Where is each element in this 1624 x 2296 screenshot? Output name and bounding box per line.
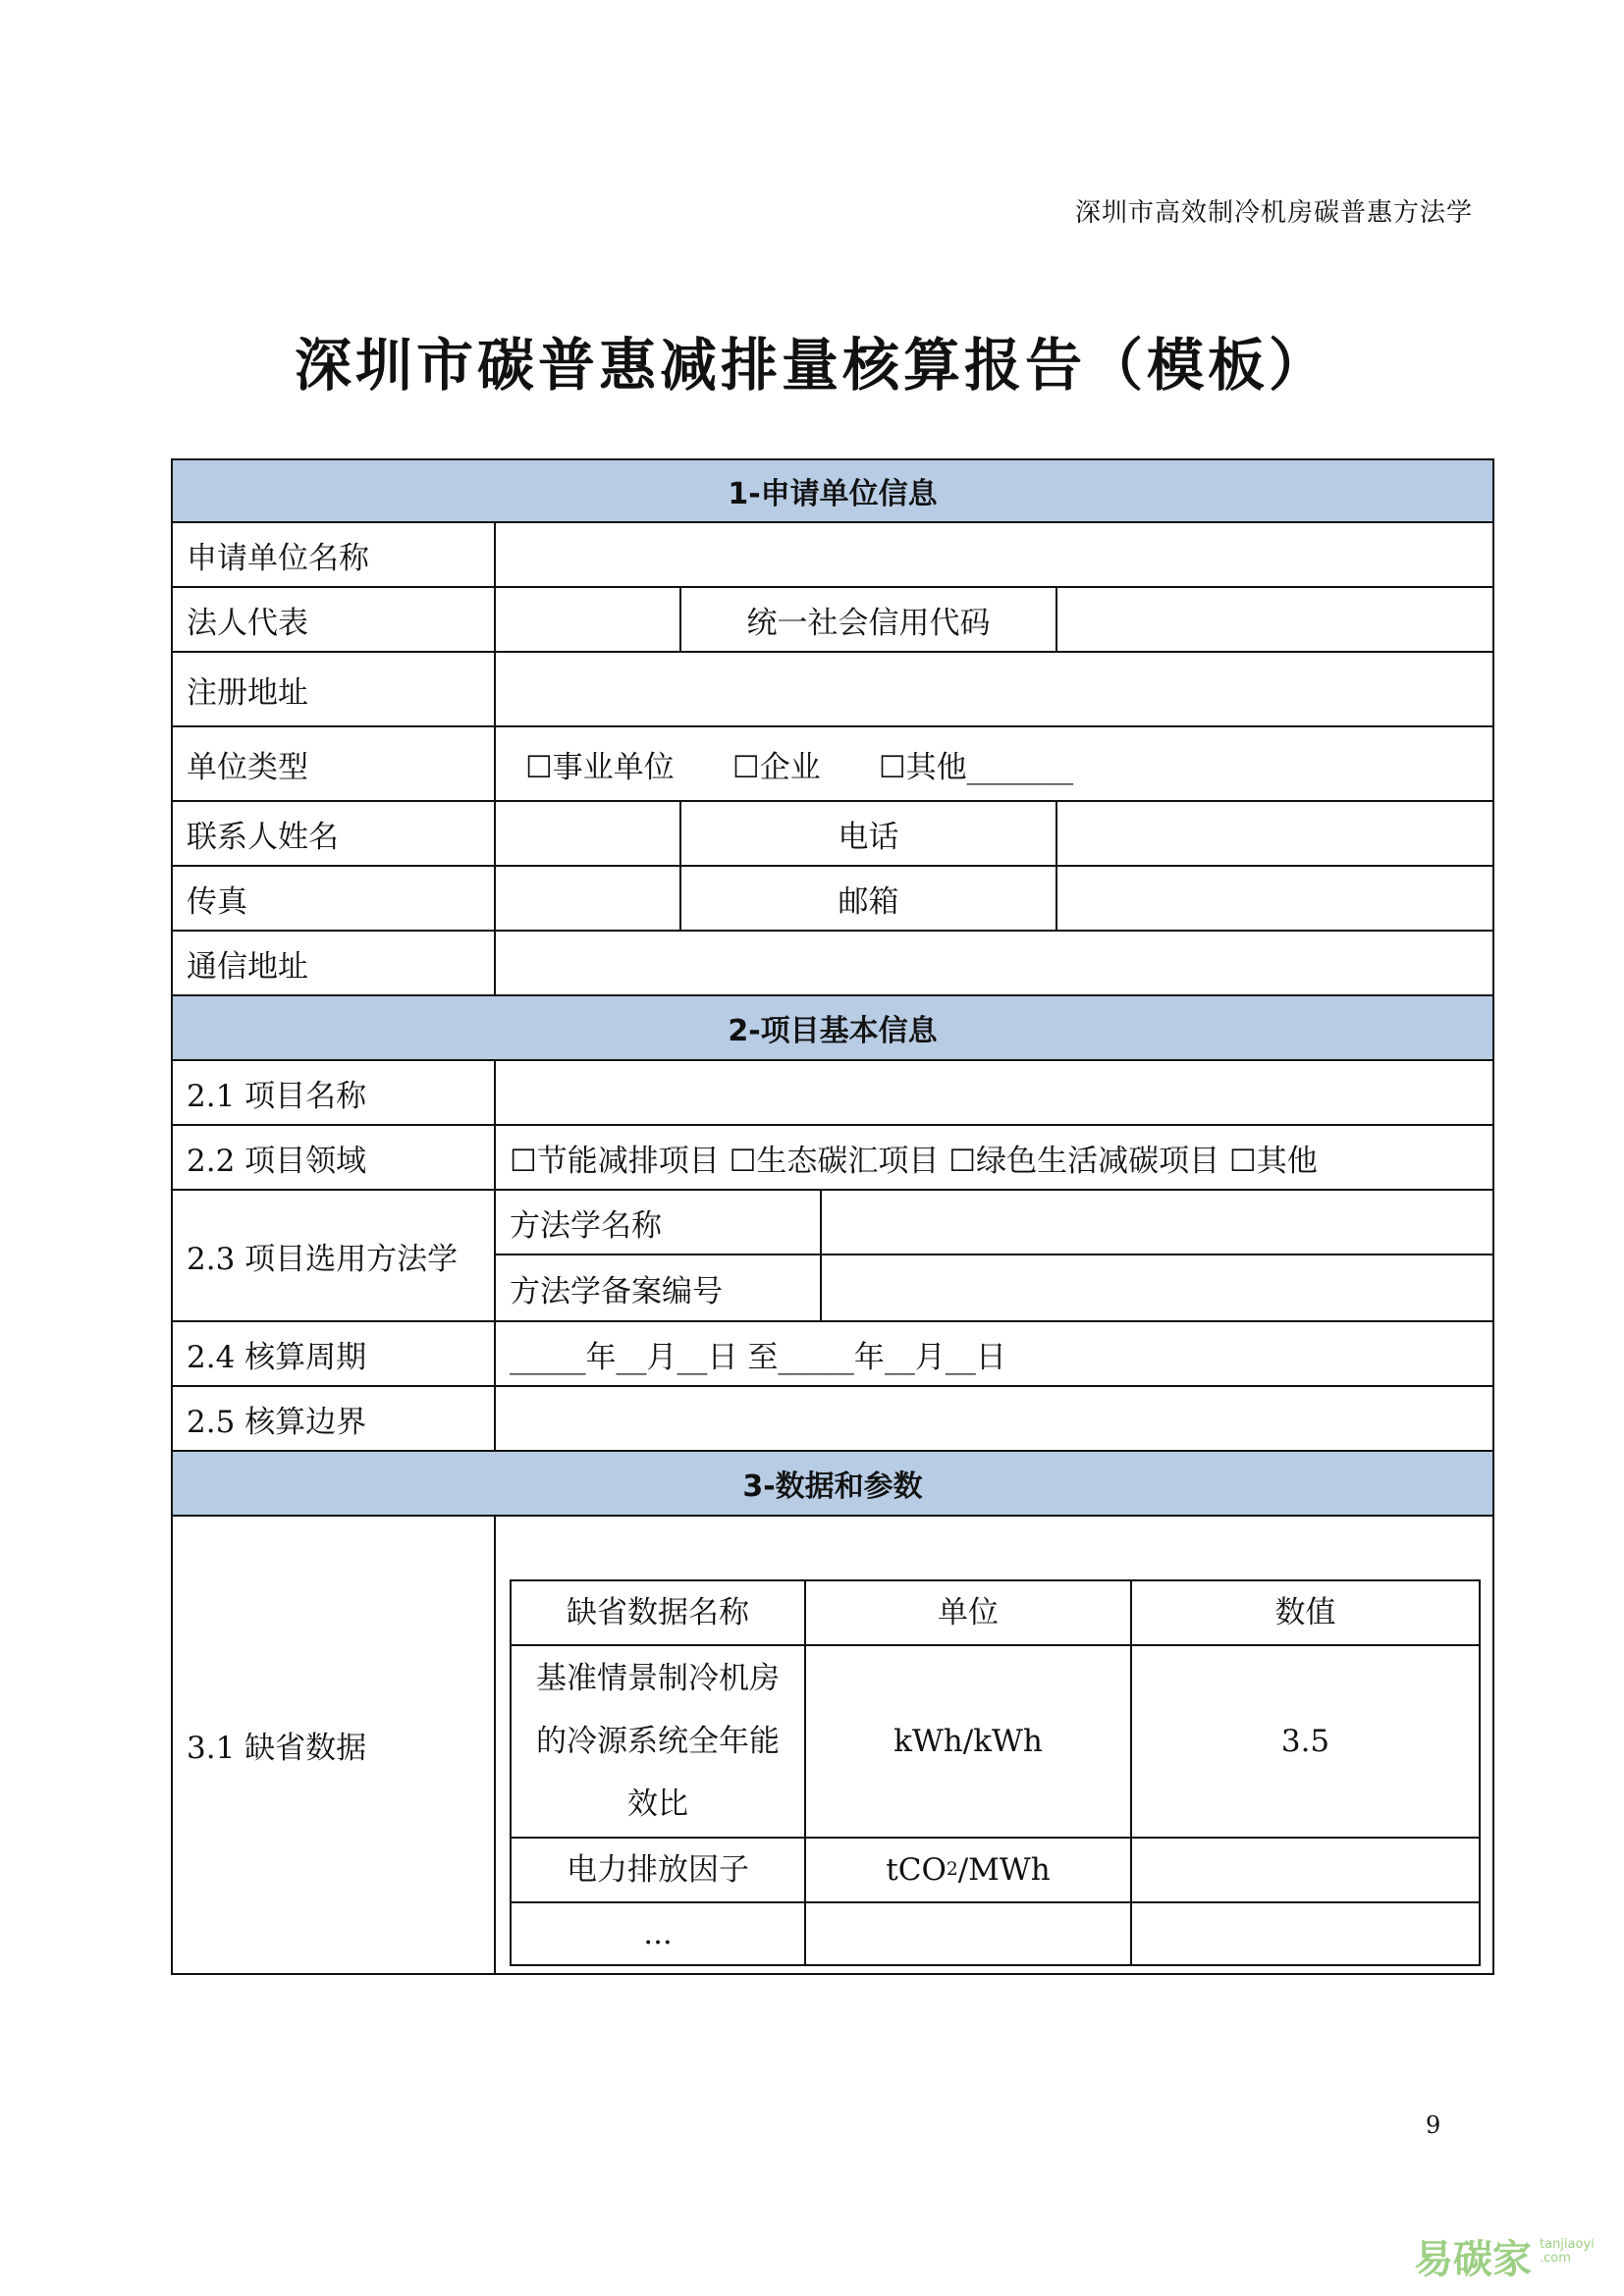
unit-type-label: 单位类型 bbox=[171, 725, 496, 802]
td-row1-value: 3.5 bbox=[1130, 1644, 1481, 1839]
project-name-label: 2.1 项目名称 bbox=[171, 1059, 496, 1126]
unit-subscript: 2 bbox=[946, 1859, 958, 1880]
period-label: 2.4 核算周期 bbox=[171, 1320, 496, 1387]
td-row1-name: 基准情景制冷机房的冷源系统全年能效比 bbox=[510, 1644, 806, 1839]
email-field[interactable] bbox=[1056, 865, 1494, 932]
section1-heading: 1-申请单位信息 bbox=[171, 458, 1494, 523]
mail-address-field[interactable] bbox=[494, 930, 1494, 996]
section3-heading: 3-数据和参数 bbox=[171, 1450, 1494, 1517]
td-row3-value bbox=[1130, 1901, 1481, 1966]
td-row2-value bbox=[1130, 1837, 1481, 1903]
legal-rep-label: 法人代表 bbox=[171, 586, 496, 653]
phone-field[interactable] bbox=[1056, 800, 1494, 867]
watermark-domain-top: tanjiaoyi bbox=[1540, 2237, 1595, 2252]
project-name-field[interactable] bbox=[494, 1059, 1494, 1126]
td-row3-unit bbox=[804, 1901, 1132, 1966]
watermark-domain-bottom: .com bbox=[1540, 2251, 1571, 2266]
applicant-name-label: 申请单位名称 bbox=[171, 521, 496, 588]
report-form bbox=[171, 458, 1494, 1975]
reg-address-label: 注册地址 bbox=[171, 651, 496, 727]
section2-heading: 2-项目基本信息 bbox=[171, 994, 1494, 1061]
methodology-name-label: 方法学名称 bbox=[494, 1189, 822, 1255]
methodology-number-label: 方法学备案编号 bbox=[494, 1254, 822, 1322]
fax-label: 传真 bbox=[171, 865, 496, 932]
th-data-name: 缺省数据名称 bbox=[510, 1579, 806, 1646]
th-unit: 单位 bbox=[804, 1579, 1132, 1646]
unit-type-options[interactable]: ☐事业单位 ☐企业 ☐其他_______ bbox=[494, 725, 1494, 802]
watermark-domain bbox=[1540, 2238, 1595, 2266]
legal-rep-field[interactable] bbox=[494, 586, 681, 653]
contact-field[interactable] bbox=[494, 800, 681, 867]
td-row2-name: 电力排放因子 bbox=[510, 1837, 806, 1903]
td-row1-unit: kWh/kWh bbox=[804, 1644, 1132, 1839]
methodology-number-field[interactable] bbox=[820, 1254, 1494, 1322]
th-value: 数值 bbox=[1130, 1579, 1481, 1646]
reg-address-field[interactable] bbox=[494, 651, 1494, 727]
phone-label: 电话 bbox=[679, 800, 1057, 867]
methodology-label: 2.3 项目选用方法学 bbox=[171, 1189, 496, 1322]
page-number: 9 bbox=[1426, 2111, 1441, 2139]
project-field-options[interactable]: ☐节能减排项目 ☐生态碳汇项目 ☐绿色生活减碳项目 ☐其他 bbox=[494, 1124, 1494, 1191]
fax-field[interactable] bbox=[494, 865, 681, 932]
contact-label: 联系人姓名 bbox=[171, 800, 496, 867]
td-row2-unit bbox=[804, 1837, 1132, 1903]
td-row3-name: ... bbox=[510, 1901, 806, 1966]
project-field-label: 2.2 项目领域 bbox=[171, 1124, 496, 1191]
default-data-label: 3.1 缺省数据 bbox=[171, 1515, 496, 1975]
period-field[interactable]: _____年__月__日 至_____年__月__日 bbox=[494, 1320, 1494, 1387]
methodology-name-field[interactable] bbox=[820, 1189, 1494, 1255]
header-note: 深圳市高效制冷机房碳普惠方法学 bbox=[1074, 198, 1473, 228]
unit-prefix: tCO bbox=[886, 1852, 947, 1888]
credit-code-field[interactable] bbox=[1056, 586, 1494, 653]
boundary-field[interactable] bbox=[494, 1385, 1494, 1452]
mail-address-label: 通信地址 bbox=[171, 930, 496, 996]
document-title: 深圳市碳普惠减排量核算报告（模板） bbox=[294, 332, 1329, 399]
email-label: 邮箱 bbox=[679, 865, 1057, 932]
unit-suffix: /MWh bbox=[957, 1852, 1051, 1888]
applicant-name-field[interactable] bbox=[494, 521, 1494, 588]
watermark-logo: 易碳家 bbox=[1414, 2237, 1532, 2282]
credit-code-label: 统一社会信用代码 bbox=[679, 586, 1057, 653]
boundary-label: 2.5 核算边界 bbox=[171, 1385, 496, 1452]
